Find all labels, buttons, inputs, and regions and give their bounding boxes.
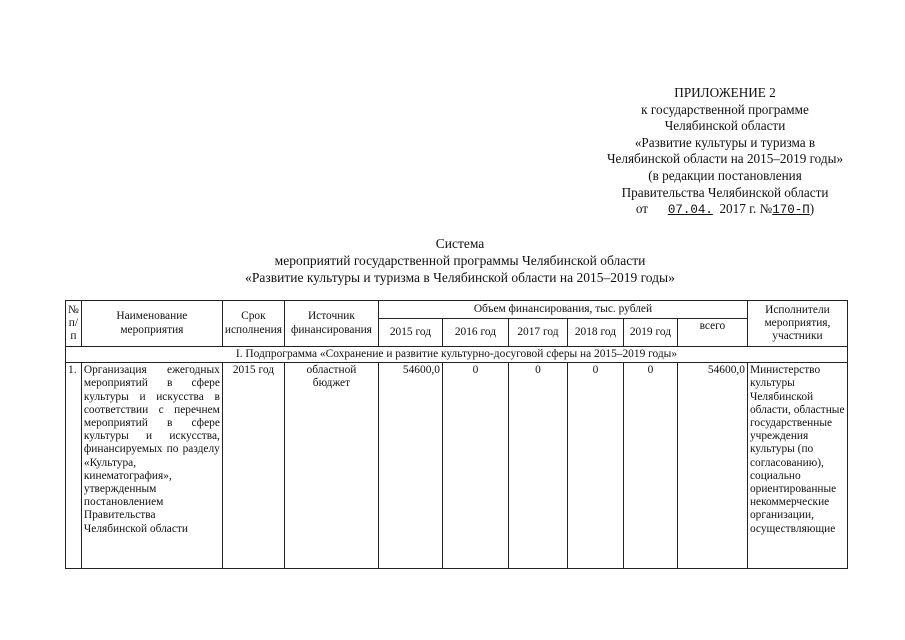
header-2015: 2015 год: [378, 319, 442, 347]
row-num: 1.: [66, 363, 82, 569]
appendix-line: Челябинской области: [664, 118, 786, 134]
appendix-line: (в редакции постановления: [648, 167, 802, 183]
measures-table: [65, 300, 848, 569]
row-2016: 0: [442, 363, 508, 569]
row-2017: 0: [508, 363, 567, 569]
header-num: № п/п: [66, 301, 82, 347]
header-executors: Исполнители мероприятия, участники: [747, 301, 847, 347]
header-term: Срок исполнения: [222, 301, 284, 347]
title-line: «Развитие культуры и туризма в Челябинской области на 2015–2019 годы»: [245, 269, 675, 285]
title-line: мероприятий государственной программы Челябинской области: [274, 252, 646, 268]
table-row: [66, 363, 848, 569]
appendix-title: ПРИЛОЖЕНИЕ 2: [674, 85, 776, 100]
header-2019: 2019 год: [623, 319, 677, 347]
header-funding: Объем финансирования, тыс. рублей: [378, 301, 747, 319]
resolution-number: 170-П: [772, 203, 810, 218]
row-term: 2015 год: [222, 363, 284, 569]
appendix-line: к государственной программе: [641, 101, 809, 117]
subprogram-row: I. Подпрограмма «Сохранение и развитие культурно-досуговой сферы на 2015–2019 годы»: [66, 347, 848, 363]
row-2015: 54600,0: [378, 363, 442, 569]
appendix-line: Правительства Челябинской области: [621, 184, 829, 200]
row-source: областной бюджет: [284, 363, 378, 569]
header-2016: 2016 год: [442, 319, 508, 347]
header-2018: 2018 год: [567, 319, 623, 347]
row-2019: 0: [623, 363, 677, 569]
header-name: Наименование мероприятия: [81, 301, 222, 347]
row-executors: Министерство культуры Челябинской области, областные государственные учреждения культуры (по согласованию), социально ориентированные некоммерческие организации, осуществляющие: [747, 363, 847, 569]
appendix-line: Челябинской области на 2015–2019 годы»: [606, 151, 844, 167]
header-total: всего: [677, 319, 747, 347]
header-2017: 2017 год: [508, 319, 567, 347]
row-2018: 0: [567, 363, 623, 569]
row-name: Организация ежегодных мероприятий в сфере культуры и искусства в соответствии с перечнем мероприятий в сфере культуры и искусства, финансируемых по разделу «Культура, кинематография», утвержденным постановлением Правительства Челябинской области: [81, 363, 222, 569]
date-year: 2017 г. №: [719, 201, 773, 217]
header-source: Источник финансирования: [284, 301, 378, 347]
date-prefix: от: [635, 201, 649, 217]
row-total: 54600,0: [677, 363, 747, 569]
appendix-date-line: [560, 201, 890, 219]
date-suffix: ): [809, 201, 815, 217]
appendix-header: [560, 85, 890, 219]
title-line: Система: [435, 236, 485, 251]
date-value: 07.04.: [667, 203, 713, 218]
document-title: [150, 236, 770, 286]
appendix-line: «Развитие культуры и туризма в: [634, 134, 816, 150]
